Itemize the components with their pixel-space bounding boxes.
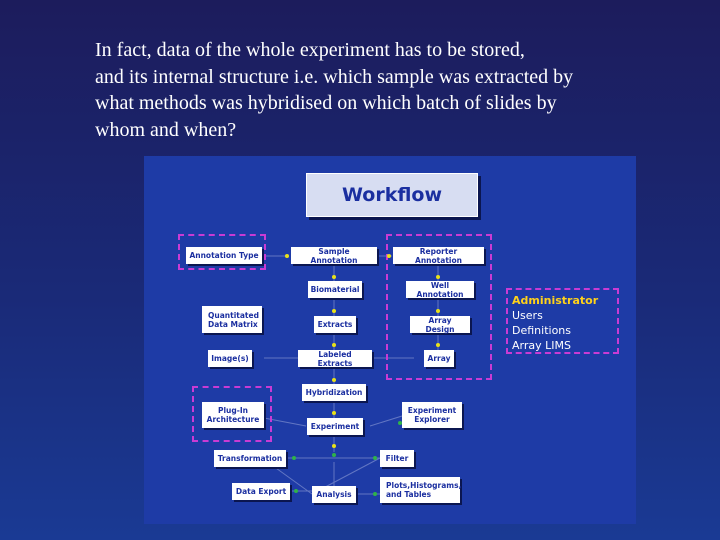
array-node bbox=[424, 350, 454, 367]
node-label: Data Export bbox=[235, 487, 287, 496]
slide-text-line: whom and when? bbox=[95, 118, 237, 141]
node-label: Array Design bbox=[425, 315, 455, 334]
connector-dot bbox=[398, 421, 402, 425]
connector-dot bbox=[332, 453, 336, 457]
connector-dot bbox=[436, 343, 440, 347]
connector-dot bbox=[292, 456, 296, 460]
node-label: Annotation Type bbox=[189, 251, 259, 260]
node-label: Transformation bbox=[217, 454, 283, 463]
administrator-item: Array LIMS bbox=[512, 339, 571, 352]
array-design-node bbox=[410, 316, 470, 333]
node-label: Biomaterial bbox=[310, 285, 360, 294]
node-label: Filter bbox=[385, 454, 409, 463]
connector-dot bbox=[285, 254, 289, 258]
connector-dot bbox=[436, 275, 440, 279]
connector-dot bbox=[332, 309, 336, 313]
labeled-extracts-node bbox=[298, 350, 372, 367]
slide-body-text bbox=[95, 37, 695, 143]
administrator-item: Definitions bbox=[512, 324, 571, 337]
connector-dot bbox=[294, 489, 298, 493]
filter-node bbox=[380, 450, 414, 467]
node-label: Hybridization bbox=[305, 388, 363, 397]
reporter-annotation-node bbox=[393, 247, 484, 264]
connector-dot bbox=[332, 378, 336, 382]
hybridization-node bbox=[302, 384, 366, 401]
plugin-architecture-node bbox=[202, 402, 264, 428]
administrator-panel bbox=[506, 288, 619, 354]
extracts-node bbox=[314, 316, 356, 333]
connector-dot bbox=[436, 309, 440, 313]
node-label: Labeled Extracts bbox=[317, 349, 353, 368]
connector-dot bbox=[373, 492, 377, 496]
node-label: Experiment bbox=[310, 422, 360, 431]
node-label: Array bbox=[427, 354, 451, 363]
slide-text-line: what methods was hybridised on which batch of slides by bbox=[95, 92, 557, 114]
transformation-node bbox=[214, 450, 286, 467]
connector-dot bbox=[332, 275, 336, 279]
workflow-diagram bbox=[144, 156, 636, 524]
node-label: Plots,Histograms, and Tables bbox=[386, 481, 462, 499]
slide-text-line: and its internal structure i.e. which sample was extracted by bbox=[95, 65, 574, 88]
biomaterial-node bbox=[308, 281, 362, 298]
administrator-item: Users bbox=[512, 309, 543, 322]
connector-dot bbox=[332, 444, 336, 448]
connector-dot bbox=[332, 411, 336, 415]
node-label: Experiment Explorer bbox=[407, 406, 457, 424]
experiment-explorer-node bbox=[402, 402, 462, 428]
node-label: Plug-In Architecture bbox=[206, 406, 260, 424]
node-label: Extracts bbox=[317, 320, 353, 329]
analysis-node bbox=[312, 486, 356, 503]
node-label: Analysis bbox=[316, 490, 352, 499]
plots-histograms-tables-node bbox=[380, 477, 460, 503]
data-export-node bbox=[232, 483, 290, 500]
administrator-title: Administrator bbox=[512, 294, 599, 307]
node-label: Reporter Annotation bbox=[415, 246, 462, 265]
slide-text-line: In fact, data of the whole experiment has to be stored, bbox=[95, 39, 525, 61]
connector-dot bbox=[332, 343, 336, 347]
node-label: Sample Annotation bbox=[310, 246, 358, 265]
node-label: Image(s) bbox=[211, 354, 249, 363]
quantitated-data-matrix-node bbox=[202, 306, 262, 333]
connector-dot bbox=[373, 456, 377, 460]
annotation-type-node bbox=[186, 247, 262, 264]
node-label: Quantitated Data Matrix bbox=[208, 310, 259, 329]
sample-annotation-node bbox=[291, 247, 377, 264]
well-annotation-node bbox=[406, 281, 474, 298]
experiment-node bbox=[307, 418, 363, 435]
images-node bbox=[208, 350, 252, 367]
node-label: Well Annotation bbox=[416, 280, 464, 299]
workflow-title: Workflow bbox=[306, 173, 478, 217]
connector-dot bbox=[387, 254, 391, 258]
